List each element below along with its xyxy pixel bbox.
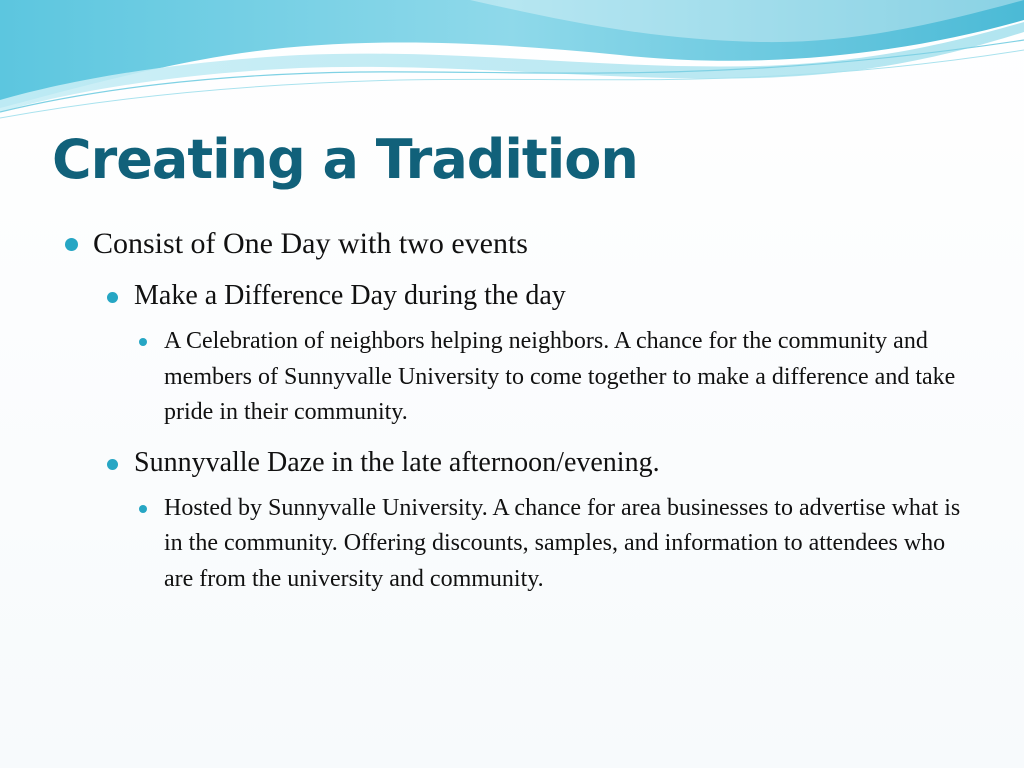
list-item-text: Make a Difference Day during the day xyxy=(134,280,566,311)
wave-decoration xyxy=(0,0,1024,130)
bullet-dot xyxy=(139,505,147,513)
bullet-list xyxy=(62,224,972,597)
bullet-dot xyxy=(139,338,147,346)
bullet-dot xyxy=(107,459,118,470)
bullet-dot xyxy=(65,238,78,251)
list-item xyxy=(62,224,972,264)
bullet-dot xyxy=(107,292,118,303)
list-item-text: Sunnyvalle Daze in the late afternoon/evening. xyxy=(134,446,660,478)
list-item-text: A Celebration of neighbors helping neighbors. A chance for the community and members of Sunnyvalle University to come together to make a difference and take pride in their community. xyxy=(164,328,956,425)
slide-title: Creating a Tradition xyxy=(52,128,638,191)
list-item xyxy=(134,324,964,431)
list-item-text: Consist of One Day with two events xyxy=(93,227,528,260)
list-item-text: Hosted by Sunnyvalle University. A chance for area businesses to advertise what is in the community. Offering discounts, samples, and information to attendees who are from the university and community. xyxy=(164,494,961,592)
list-item xyxy=(134,491,964,598)
list-item xyxy=(103,445,972,481)
list-item xyxy=(103,278,972,314)
